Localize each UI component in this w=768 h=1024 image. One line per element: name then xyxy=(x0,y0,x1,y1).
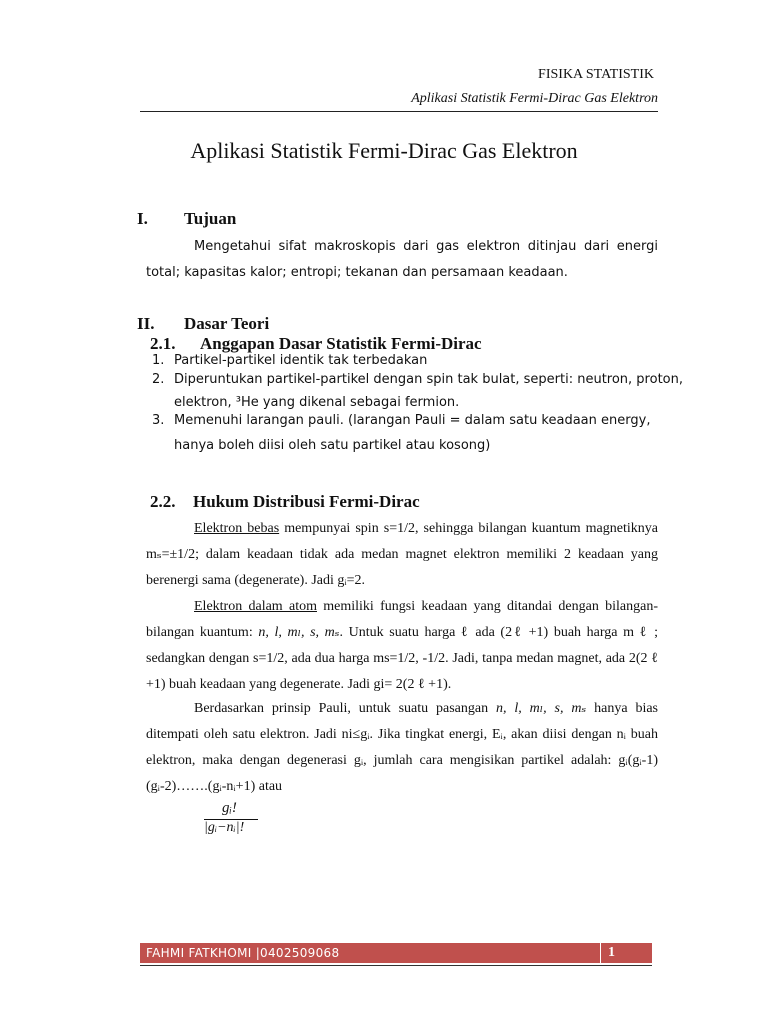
header-course: FISIKA STATISTIK xyxy=(538,67,654,82)
list-item-text: Diperuntukan partikel-partikel dengan spin tak bulat, seperti: neutron, proton, xyxy=(174,372,683,387)
formula-numerator: gᵢ! xyxy=(222,800,237,816)
section1-text: Mengetahui sifat makroskopis dari gas elektron ditinjau dari energi total; kapasitas kalor; entropi; tekanan dan persamaan keadaan. xyxy=(146,239,658,280)
section1-number: I. xyxy=(137,209,148,228)
paragraph-atom-electron: Elektron dalam atom memiliki fungsi keadaan yang ditandai dengan bilangan-bilangan kuantum: n, l, mₗ, s, mₛ. Untuk suatu harga ℓ ada (2ℓ +1) buah harga m ℓ ; sedangkan dengan s=1/2, ada dua harga ms=1/2, -1/2. Jadi, tanpa medan magnet, ada 2(2 ℓ +1) buah keadaan yang degenerate. Jadi gi= 2(2 ℓ +1). xyxy=(146,599,658,692)
sub2-number: 2.2. xyxy=(150,492,176,511)
formula-denominator: |gᵢ−nᵢ|! xyxy=(204,820,245,835)
header-rule xyxy=(140,111,658,112)
list-item-text: hanya boleh diisi oleh satu partikel atau kosong) xyxy=(174,438,491,453)
sub1-heading: Anggapan Dasar Statistik Fermi-Dirac xyxy=(200,334,482,353)
quantum-numbers: n, l, mₗ, s, mₛ xyxy=(496,701,587,716)
footer-author: FAHMI FATKHOMI |0402509068 xyxy=(146,946,340,960)
paragraph-free-electron: Elektron bebas mempunyai spin s=1/2, sehingga bilangan kuantum magnetiknya mₛ=±1/2; dalam keadaan tidak ada medan magnet elektron memiliki 2 keadaan yang berenergi sama (degenerate). Jadi gᵢ=2. xyxy=(146,521,658,588)
list-number: 1. xyxy=(152,353,165,368)
sub2-heading: Hukum Distribusi Fermi-Dirac xyxy=(193,492,420,511)
sub1-number: 2.1. xyxy=(150,334,176,353)
list-item-text: Partikel-partikel identik tak terbedakan xyxy=(174,353,428,368)
document-title: Aplikasi Statistik Fermi-Dirac Gas Elektron xyxy=(190,138,578,163)
section1-heading: Tujuan xyxy=(184,209,237,228)
quantum-numbers: n, l, mₗ, s, mₛ xyxy=(258,625,340,640)
footer-separator xyxy=(600,943,601,963)
paragraph-pauli: Berdasarkan prinsip Pauli, untuk suatu pasangan n, l, mₗ, s, mₛ hanya bias ditempati oleh satu elektron. Jadi ni≤gᵢ. Jika tingkat energi, Eᵢ, akan diisi dengan nᵢ buah elektron, maka dengan degenerasi gᵢ, jumlah cara mengisikan partikel adalah: gᵢ(gᵢ-1) (gᵢ-2)…….(gᵢ-nᵢ+1) atau xyxy=(146,701,658,794)
term-elektron-dalam-atom: Elektron dalam atom xyxy=(194,599,317,614)
term-elektron-bebas: Elektron bebas xyxy=(194,521,280,536)
header-subtitle: Aplikasi Statistik Fermi-Dirac Gas Elektron xyxy=(411,91,658,106)
footer-rule xyxy=(140,965,652,966)
list-item-text: Memenuhi larangan pauli. (larangan Pauli = dalam satu keadaan energy, xyxy=(174,413,651,428)
section2-heading: Dasar Teori xyxy=(184,314,270,333)
list-number: 2. xyxy=(152,372,165,387)
list-item-text: elektron, ³He yang dikenal sebagai fermion. xyxy=(174,395,460,410)
page-number: 1 xyxy=(608,945,615,960)
section2-number: II. xyxy=(137,314,155,333)
list-number: 3. xyxy=(152,413,165,428)
